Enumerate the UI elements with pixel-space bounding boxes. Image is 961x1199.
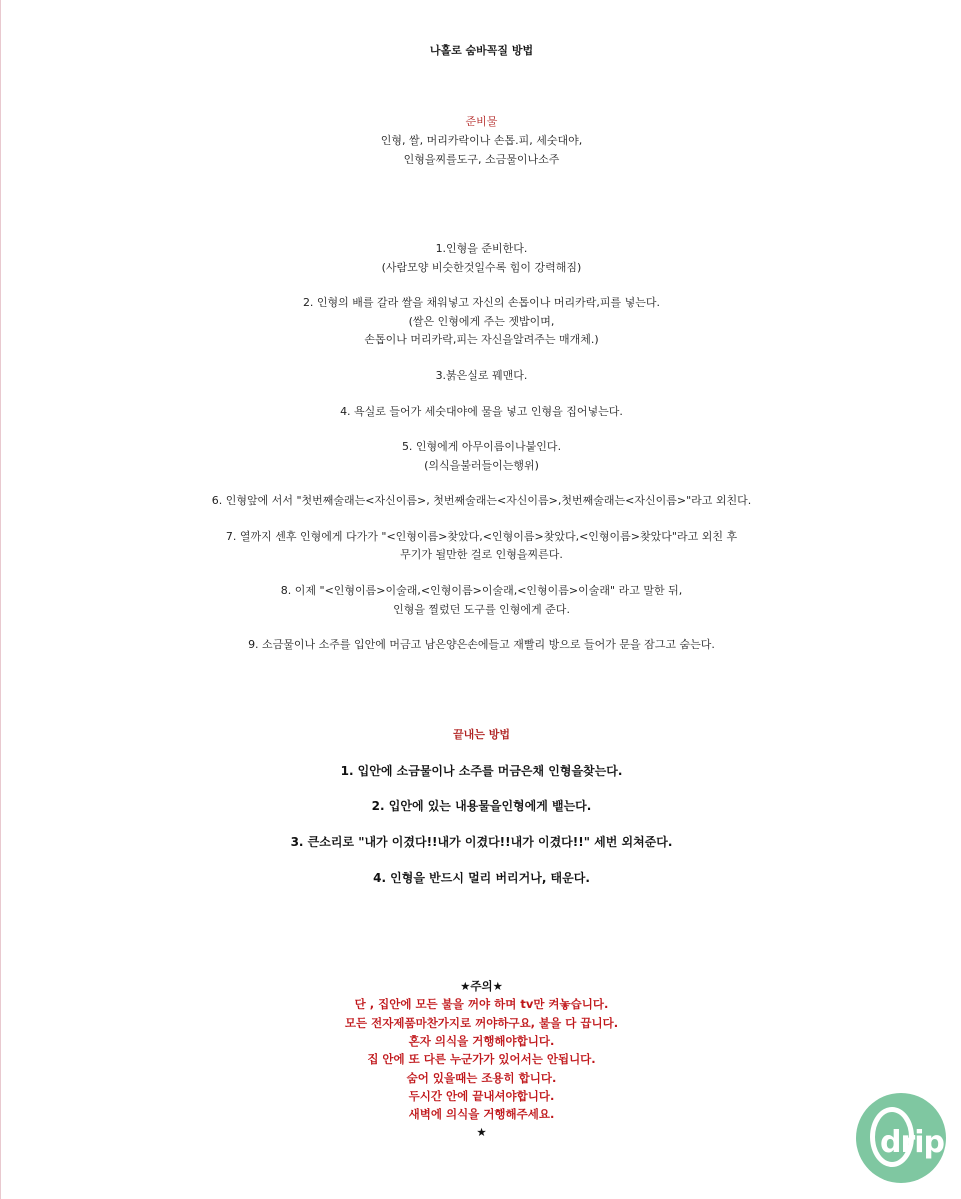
step-line: 2. 인형의 배를 갈라 쌀을 채워넣고 자신의 손톱이나 머리카락,피를 넣는다. [302, 296, 661, 309]
step-line: 4. 욕실로 들어가 세숫대야에 물을 넣고 인형을 집어넣는다. [340, 405, 623, 418]
step-line: 9. 소금물이나 소주를 입안에 머금고 남은양은손에들고 재빨리 방으로 들어가 문을 잠그고 숨는다. [248, 638, 715, 651]
step-line: 7. 열까지 센후 인형에게 다가가 "<인형이름>찾았다,<인형이름>찾았다,<인형이름>찾았다"라고 외친 후 [225, 530, 738, 543]
materials-heading: 준비물 [465, 115, 498, 128]
logo-text: drip [880, 1125, 945, 1160]
step-line: 6. 인형앞에 서서 "첫번째술래는<자신이름>, 첫번째술래는<자신이름>,첫번째술래는<자신이름>"라고 외친다. [211, 494, 752, 507]
step-line: 5. 인형에게 아무이름이나붙인다. [401, 440, 562, 453]
step-line: 무기가 될만한 걸로 인형을찌른다. [400, 548, 563, 561]
step-line: 손톱이나 머리카락,피는 자신을알려주는 매개체.) [364, 333, 599, 346]
ending-step: 4. 인형을 반드시 멀리 버리거나, 태운다. [373, 871, 590, 885]
ending-heading: 끝내는 방법 [453, 728, 510, 741]
materials-line: 인형을찌를도구, 소금물이나소주 [403, 153, 560, 166]
caution-line: 두시간 안에 끝내셔야합니다. [408, 1089, 555, 1103]
tdrip-logo [856, 1093, 946, 1183]
caution-line: 새벽에 의식을 거행해주세요. [408, 1107, 555, 1121]
step-line: 1.인형을 준비한다. [435, 242, 528, 255]
caution-line: 집 안에 또 다른 누군가가 있어서는 안됩니다. [367, 1052, 596, 1066]
step-line: (쌀은 인형에게 주는 젯밥이며, [408, 315, 555, 328]
caution-line: 단 , 집안에 모든 불을 꺼야 하며 tv만 켜놓습니다. [354, 997, 609, 1011]
ending-step: 1. 입안에 소금물이나 소주를 머금은채 인형을찾는다. [340, 764, 623, 778]
ending-step: 2. 입안에 있는 내용물을인형에게 뱉는다. [371, 799, 592, 813]
document-title: 나홀로 숨바꼭질 방법 [429, 44, 534, 57]
step-line: 인형을 찔렀던 도구를 인형에게 준다. [393, 603, 570, 616]
caution-footer-star: ★ [476, 1125, 487, 1139]
ending-step: 3. 큰소리로 "내가 이겼다!!내가 이겼다!!내가 이겼다!!" 세번 외쳐준다. [290, 835, 673, 849]
caution-line: 모든 전자제품마찬가지로 꺼야하구요, 불을 다 끕니다. [344, 1016, 619, 1030]
step-line: 3.붉은실로 꿰맨다. [435, 369, 528, 382]
caution-line: 숨어 있을때는 조용히 합니다. [406, 1071, 557, 1085]
materials-line: 인형, 쌀, 머리카락이나 손톱.피, 세숫대야, [380, 134, 583, 147]
step-line: 8. 이제 "<인형이름>이술래,<인형이름>이술래,<인형이름>이술래" 라고 말한 뒤, [280, 584, 683, 597]
caution-line: 혼자 의식을 거행해야합니다. [408, 1034, 555, 1048]
step-line: (사람모양 비슷한것일수록 힘이 강력해짐) [381, 261, 582, 274]
caution-heading: ★주의★ [460, 979, 503, 993]
step-line: (의식을불러들이는행위) [424, 459, 539, 472]
